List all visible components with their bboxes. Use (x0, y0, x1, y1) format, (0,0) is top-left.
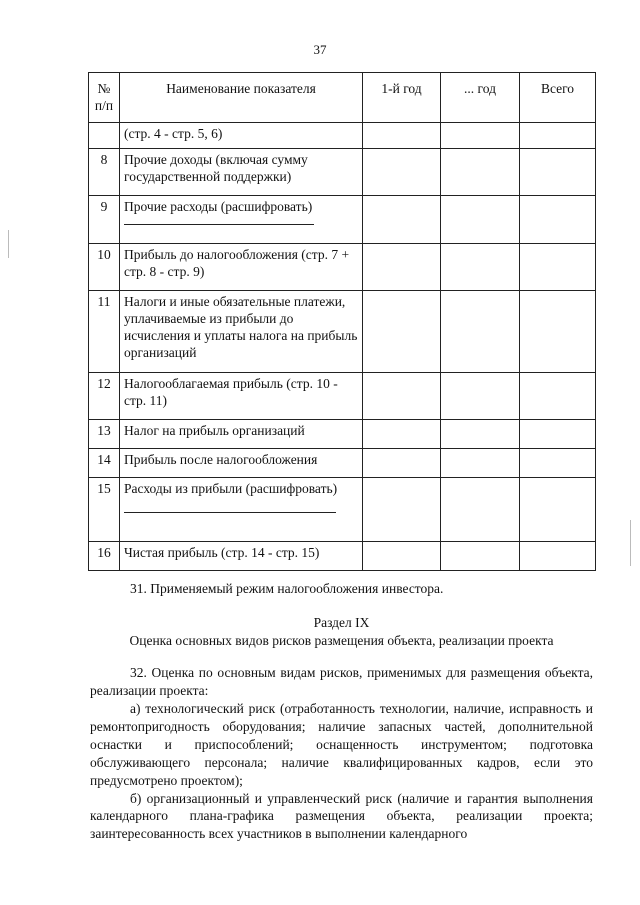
cell-year-1 (363, 542, 441, 571)
row-name: Налоги и иные обязательные платежи, уплачиваемые из прибыли до исчисления и уплаты налога на прибыль организаций (120, 291, 363, 373)
scan-edge-mark (630, 520, 631, 566)
header-indicator-name: Наименование показателя (120, 73, 363, 123)
cell-year-n (441, 123, 520, 149)
cell-year-1 (363, 291, 441, 373)
cell-total (520, 373, 596, 420)
cell-year-1 (363, 244, 441, 291)
section-label: Раздел IX (313, 614, 370, 630)
row-number: 12 (89, 373, 120, 420)
cell-total (520, 196, 596, 244)
row-name: Прибыль до налогообложения (стр. 7 + стр. 8 - стр. 9) (120, 244, 363, 291)
table-header-row (89, 73, 596, 123)
header-next-year: ... год (441, 73, 520, 123)
row-name-text: Прочие расходы (расшифровать) (124, 199, 313, 214)
row-number: 16 (89, 542, 120, 571)
blank-underline (124, 498, 336, 513)
cell-year-1 (363, 373, 441, 420)
row-name-text: Расходы из прибыли (расшифровать) (124, 481, 338, 496)
cell-year-n (441, 478, 520, 542)
cell-year-n (441, 449, 520, 478)
table-row (89, 123, 596, 149)
row-number (89, 123, 120, 149)
row-number: 11 (89, 291, 120, 373)
cell-year-1 (363, 478, 441, 542)
cell-year-n (441, 542, 520, 571)
item-b: б) организационный и управленческий риск (наличие и гарантия выполнения календарного плана-графика размещения объекта, реализации проекта; заинтересованность всех участников в выполнении календарного (90, 790, 593, 842)
row-name (120, 478, 363, 542)
row-number: 14 (89, 449, 120, 478)
cell-total (520, 244, 596, 291)
row-name: (стр. 4 - стр. 5, 6) (120, 123, 363, 149)
table-row (89, 542, 596, 571)
header-first-year: 1-й год (363, 73, 441, 123)
cell-total (520, 123, 596, 149)
cell-total (520, 542, 596, 571)
row-number: 10 (89, 244, 120, 291)
cell-year-n (441, 420, 520, 449)
row-number: 8 (89, 149, 120, 196)
row-name: Чистая прибыль (стр. 14 - стр. 15) (120, 542, 363, 571)
cell-total (520, 478, 596, 542)
table-row (89, 420, 596, 449)
cell-year-1 (363, 149, 441, 196)
table-row (89, 373, 596, 420)
cell-year-n (441, 196, 520, 244)
cell-year-1 (363, 123, 441, 149)
table-row (89, 196, 596, 244)
cell-year-n (441, 244, 520, 291)
row-number: 13 (89, 420, 120, 449)
page-number: 37 (313, 42, 327, 57)
indicators-table (88, 72, 596, 571)
cell-year-1 (363, 196, 441, 244)
row-number: 15 (89, 478, 120, 542)
section-title: Оценка основных видов рисков размещения объекта, реализации проекта (129, 632, 554, 648)
blank-underline (124, 216, 314, 225)
table-row (89, 291, 596, 373)
cell-year-1 (363, 449, 441, 478)
header-number: № п/п (89, 73, 120, 123)
table-row (89, 478, 596, 542)
row-name: Прочие доходы (включая сумму государственной поддержки) (120, 149, 363, 196)
row-name (120, 196, 363, 244)
cell-year-n (441, 291, 520, 373)
cell-year-n (441, 373, 520, 420)
cell-total (520, 449, 596, 478)
cell-year-1 (363, 420, 441, 449)
row-name: Налогооблагаемая прибыль (стр. 10 - стр. 11) (120, 373, 363, 420)
table-row (89, 149, 596, 196)
cell-total (520, 291, 596, 373)
cell-total (520, 420, 596, 449)
document-body (90, 580, 593, 843)
scan-edge-mark (8, 230, 9, 258)
cell-total (520, 149, 596, 196)
row-number: 9 (89, 196, 120, 244)
row-name: Налог на прибыль организаций (120, 420, 363, 449)
row-name: Прибыль после налогообложения (120, 449, 363, 478)
table-row (89, 244, 596, 291)
paragraph-32: 32. Оценка по основным видам рисков, применимых для размещения объекта, реализации проекта: (90, 664, 593, 698)
paragraph-31: 31. Применяемый режим налогообложения инвестора. (130, 581, 444, 596)
table-row (89, 449, 596, 478)
header-total: Всего (520, 73, 596, 123)
cell-year-n (441, 149, 520, 196)
item-a: а) технологический риск (отработанность технологии, наличие, исправность и ремонтопригодность оборудования; наличие запасных частей, дополнительной оснастки и приспособлений; оснащенность инструментом; подготовка обслуживающего персонала; наличие квалифицированных кадров, если это предусмотрено проектом); (90, 700, 593, 788)
